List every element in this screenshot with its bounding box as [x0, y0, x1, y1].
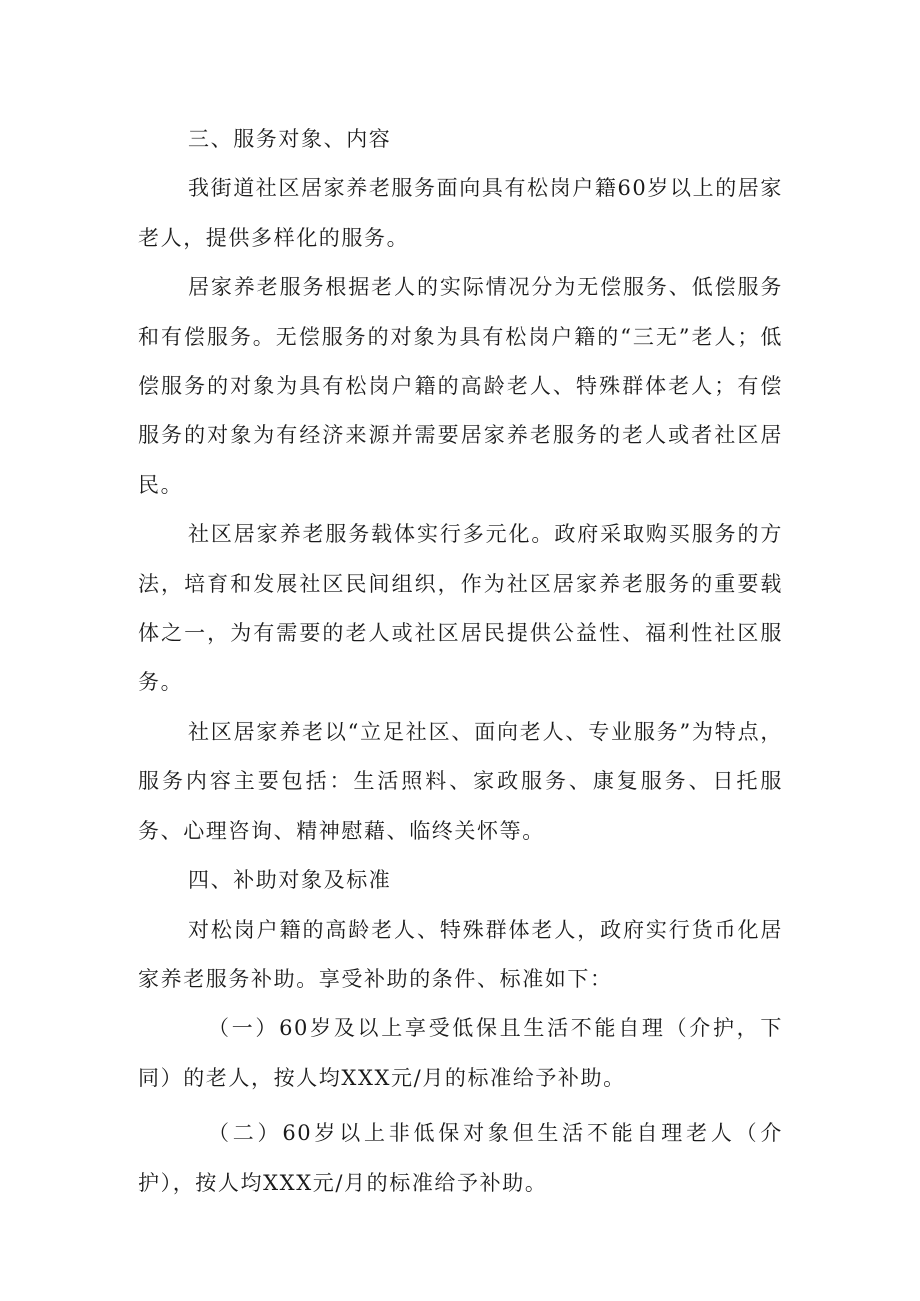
list-item: （二）60岁以上非低保对象但生活不能自理老人（介护），按人均XXX元/月的标准给予补助。 — [138, 1121, 783, 1195]
section-heading: 三、服务对象、内容 — [188, 127, 392, 151]
body-paragraph: 我街道社区居家养老服务面向具有松岗户籍60岁以上的居家老人，提供多样化的服务。 — [138, 176, 783, 250]
body-paragraph: 社区居家养老服务载体实行多元化。政府采取购买服务的方法，培育和发展社区民间组织，作为社区居家养老服务的重要载体之一，为有需要的老人或社区居民提供公益性、福利性社区服务。 — [138, 522, 783, 695]
body-paragraph: 对松岗户籍的高龄老人、特殊群体老人，政府实行货币化居家养老服务补助。享受补助的条件、标准如下： — [138, 917, 783, 991]
document-body — [138, 115, 783, 1208]
body-paragraph: 居家养老服务根据老人的实际情况分为无偿服务、低偿服务和有偿服务。无偿服务的对象为具有松岗户籍的“三无”老人；低偿服务的对象为具有松岗户籍的高龄老人、特殊群体老人；有偿服务的对象为有经济来源并需要居家养老服务的老人或者社区居民。 — [138, 275, 783, 497]
body-paragraph: 社区居家养老以“立足社区、面向老人、专业服务”为特点，服务内容主要包括：生活照料、家政服务、康复服务、日托服务、心理咨询、精神慰藉、临终关怀等。 — [138, 719, 783, 843]
section-heading: 四、补助对象及标准 — [188, 868, 392, 893]
list-item: （一）60岁及以上享受低保且生活不能自理（介护，下同）的老人，按人均XXX元/月的标准给予补助。 — [138, 1016, 783, 1090]
